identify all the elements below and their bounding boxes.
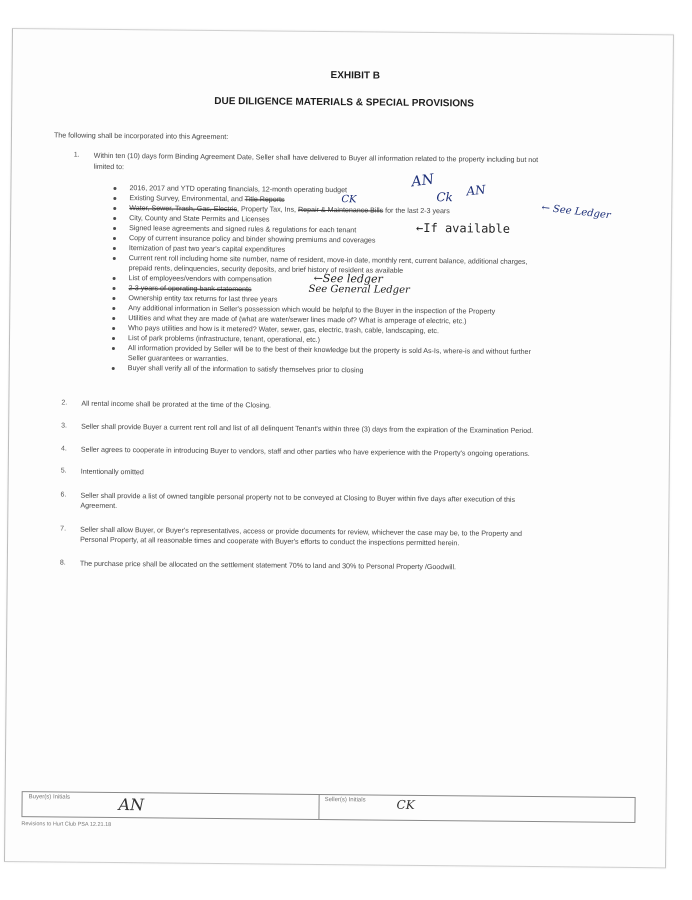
- bullet-rent-roll-cont: prepaid rents, delinquencies, security deposits, and brief history of resident as available: [128, 264, 404, 275]
- buyer-initials-label: Buyer(s) Initials: [28, 794, 70, 801]
- bullet-as-is-cont: Seller guarantees or warranties.: [127, 354, 229, 364]
- bullet-utility-metering: Who pays utilities and how is it metered? Water, sewer, gas, electric, trash, cable, landscaping, etc.: [128, 324, 439, 336]
- handwritten-if-available: ←If available: [416, 220, 511, 236]
- bullet-survey-text: Existing Survey, Environmental, and: [129, 194, 245, 204]
- bullet-dot: [112, 317, 115, 320]
- seller-initials-signature: CK: [396, 797, 415, 812]
- item-3-number: 3.: [61, 422, 68, 430]
- handwritten-see-general-ledger: See General Ledger: [308, 283, 410, 296]
- bullet-years-text: for the last 2-3 years: [383, 206, 450, 216]
- item-8-text: The purchase price shall be allocated on the settlement statement 70% to land and 30% to Personal Property /Goodwill.: [79, 559, 457, 572]
- item-4-text: Seller agrees to cooperate in introducing Buyer to vendors, staff and other parties who have experience with the Property's ongoing operations.: [80, 445, 530, 458]
- struck-bank-statements: 2-3 years of operating bank statements: [128, 284, 252, 294]
- struck-title-reports: Title Reports: [244, 195, 285, 204]
- bullet-as-is: All information provided by Seller will be to the best of their knowledge but the property is sold As-Is, where-is and without further: [127, 344, 531, 356]
- item-6-text: Seller shall provide a list of owned tangible personal property not to be conveyed at Closing to Buyer within five days after execution of this: [80, 491, 516, 504]
- item-1-text: Within ten (10) days form Binding Agreement Date, Seller shall have delivered to Buyer all information related to the property including but not: [93, 151, 539, 165]
- bullet-park-problems: List of park problems (infrastructure, tenant, operational, etc.): [127, 334, 321, 344]
- handwritten-initials: AN: [410, 171, 435, 191]
- item-2-number: 2.: [61, 399, 68, 407]
- item-6-number: 6.: [60, 491, 67, 499]
- bullet-additional-info: Any additional information in Seller's possession which would be helpful to the Buyer in the inspection of the Property: [128, 304, 496, 316]
- struck-repair-bills: Repair & Maintenance Bills: [297, 205, 384, 215]
- bullet-dot: [113, 277, 116, 280]
- bullet-permits: City, County and State Permits and Licenses: [129, 214, 270, 224]
- item-4-number: 4.: [60, 445, 67, 453]
- item-7-number: 7.: [60, 525, 67, 533]
- item-5-number: 5.: [60, 467, 67, 475]
- bullet-dot: [112, 307, 115, 310]
- item-3-text: Seller shall provide Buyer a current rent roll and list of all delinquent Tenant's within three (3) days from the expiration of the Examination Period.: [81, 422, 534, 436]
- bullet-utilities-tax: [129, 204, 450, 215]
- bullet-dot: [113, 197, 116, 200]
- bullet-insurance: Copy of current insurance policy and binder showing premiums and coverages: [128, 234, 376, 245]
- item-6-text-cont: Agreement.: [80, 501, 118, 511]
- bullet-leases: Signed lease agreements and signed rules & regulations for each tenant: [129, 224, 357, 235]
- bullet-dot: [112, 337, 115, 340]
- bullet-dot: [113, 237, 116, 240]
- document-page: [4, 28, 674, 868]
- seller-initials-label: Seller(s) Initials: [324, 797, 366, 804]
- section-title: DUE DILIGENCE MATERIALS & SPECIAL PROVISIONS: [214, 95, 475, 110]
- handwritten-see-ledger: ← See Ledger: [540, 202, 612, 222]
- handwritten-initials: AN: [465, 182, 487, 199]
- item-7-text-cont: Personal Property, at all reasonable times and cooperate with Buyer's efforts to conduct the inspections permitted herein.: [80, 535, 460, 548]
- bullet-capex: Itemization of past two year's capital expenditures: [128, 244, 286, 254]
- item-1-number: 1.: [73, 151, 80, 159]
- bullet-dot: [113, 187, 116, 190]
- item-2-text: All rental income shall be prorated at the time of the Closing.: [81, 399, 272, 410]
- initials-box: [21, 791, 635, 823]
- bullet-dot: [113, 227, 116, 230]
- item-1-text-cont: limited to:: [93, 162, 125, 172]
- handwritten-see-ledger: ←See ledger: [313, 271, 383, 286]
- bullet-dot: [112, 347, 115, 350]
- bullet-survey: [129, 194, 284, 203]
- item-7-text: Seller shall allow Buyer, or Buyer's representatives, access or provide documents for review, whichever the case may be, to the Property and: [80, 525, 522, 538]
- bullet-dot: [112, 297, 115, 300]
- intro-text: The following shall be incorporated into this Agreement:: [53, 131, 229, 142]
- exhibit-title: EXHIBIT B: [330, 70, 381, 82]
- bullet-tax-text: , Property Tax, Ins,: [236, 205, 299, 214]
- bullet-dot: [113, 217, 116, 220]
- handwritten-ck: Ck: [436, 190, 453, 205]
- bullet-financials: 2016, 2017 and YTD operating financials, 12-month operating budget: [129, 184, 348, 195]
- handwritten-ck: CK: [341, 194, 357, 206]
- bullet-dot: [112, 367, 115, 370]
- bullet-dot: [113, 207, 116, 210]
- bullet-utility-materials: Utilities and what they are made of (what are water/sewer lines made of? What is amperage of electric, etc.): [128, 314, 467, 326]
- buyer-initials-signature: AN: [118, 795, 145, 815]
- item-8-number: 8.: [59, 559, 66, 567]
- struck-utilities: Water, Sewer, Trash, Gas, Electric: [129, 204, 238, 214]
- bullet-rent-roll: Current rent roll including home site number, name of resident, move-in date, monthly rent, current balance, additional charges,: [128, 254, 528, 266]
- bullet-dot: [113, 257, 116, 260]
- revision-note: Revisions to Hurt Club PSA 12.21.18: [21, 821, 112, 828]
- bullet-tax-returns: Ownership entity tax returns for last three years: [128, 294, 278, 304]
- bullet-dot: [113, 247, 116, 250]
- bullet-dot: [112, 327, 115, 330]
- bullet-verify: Buyer shall verify all of the information to satisfy themselves prior to closing: [127, 364, 364, 375]
- item-5-text: Intentionally omitted: [80, 467, 144, 477]
- bullet-employees: List of employees/vendors with compensation: [128, 274, 272, 284]
- bullet-dot: [112, 287, 115, 290]
